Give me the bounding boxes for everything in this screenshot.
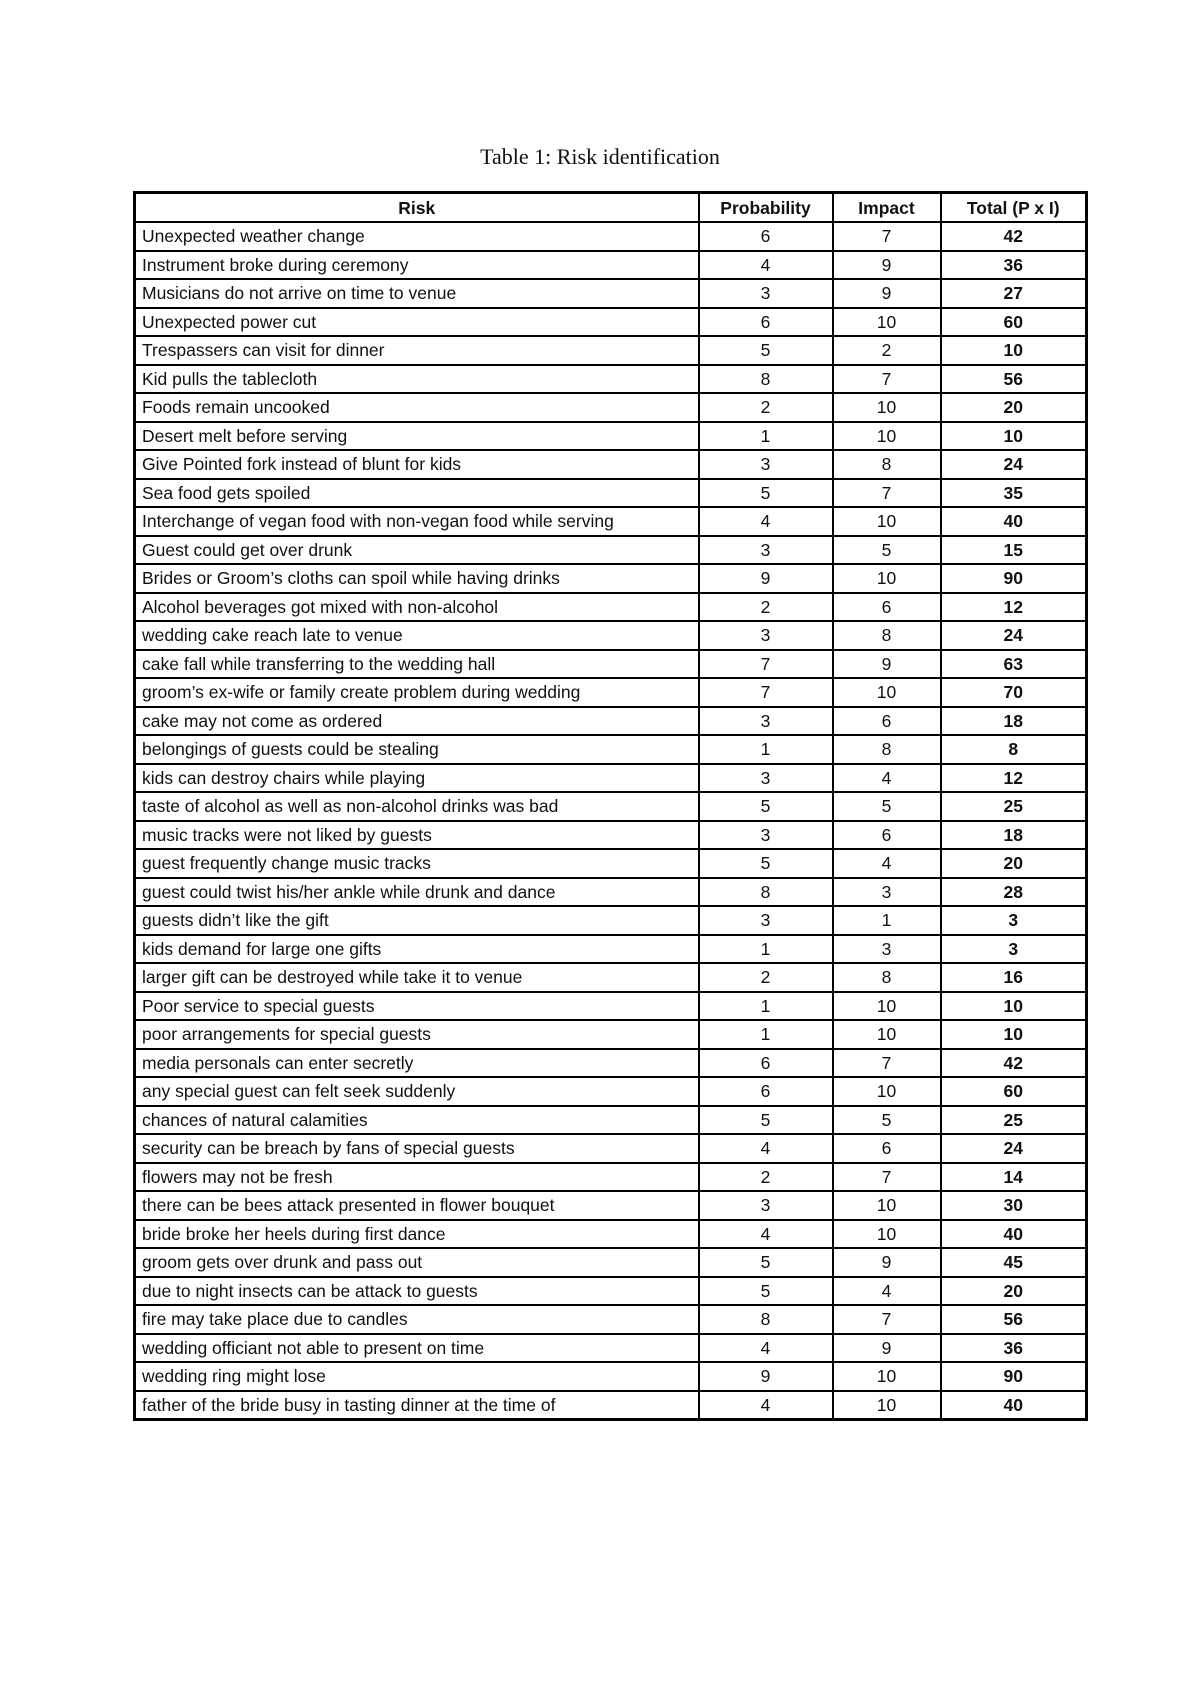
probability-cell: 8 — [699, 365, 833, 394]
header-row — [135, 193, 1087, 223]
probability-cell: 3 — [699, 1191, 833, 1220]
total-cell: 12 — [941, 764, 1087, 793]
total-cell: 24 — [941, 621, 1087, 650]
total-cell: 16 — [941, 963, 1087, 992]
probability-cell: 5 — [699, 1248, 833, 1277]
total-cell: 27 — [941, 279, 1087, 308]
total-cell: 20 — [941, 1277, 1087, 1306]
table-row — [135, 1049, 1087, 1078]
table-row — [135, 1020, 1087, 1049]
table-row — [135, 707, 1087, 736]
total-cell: 3 — [941, 906, 1087, 935]
total-cell: 24 — [941, 1134, 1087, 1163]
probability-cell: 4 — [699, 1220, 833, 1249]
impact-cell: 6 — [833, 1134, 941, 1163]
impact-cell: 7 — [833, 1305, 941, 1334]
impact-cell: 5 — [833, 792, 941, 821]
table-row — [135, 336, 1087, 365]
risk-cell: any special guest can felt seek suddenly — [135, 1077, 699, 1106]
table-row — [135, 1391, 1087, 1420]
risk-table — [133, 191, 1088, 1421]
total-cell: 10 — [941, 1020, 1087, 1049]
impact-cell: 10 — [833, 507, 941, 536]
risk-cell: music tracks were not liked by guests — [135, 821, 699, 850]
probability-cell: 6 — [699, 1077, 833, 1106]
table-row — [135, 450, 1087, 479]
risk-cell: cake may not come as ordered — [135, 707, 699, 736]
table-row — [135, 1334, 1087, 1363]
total-cell: 25 — [941, 792, 1087, 821]
probability-cell: 3 — [699, 906, 833, 935]
table-row — [135, 821, 1087, 850]
total-cell: 8 — [941, 735, 1087, 764]
impact-cell: 10 — [833, 1020, 941, 1049]
probability-cell: 2 — [699, 963, 833, 992]
impact-cell: 4 — [833, 764, 941, 793]
table-row — [135, 564, 1087, 593]
risk-cell: poor arrangements for special guests — [135, 1020, 699, 1049]
impact-cell: 5 — [833, 1106, 941, 1135]
impact-cell: 3 — [833, 878, 941, 907]
impact-cell: 10 — [833, 1077, 941, 1106]
risk-cell: kids demand for large one gifts — [135, 935, 699, 964]
probability-cell: 5 — [699, 1106, 833, 1135]
total-cell: 40 — [941, 1220, 1087, 1249]
probability-cell: 4 — [699, 1134, 833, 1163]
table-row — [135, 1248, 1087, 1277]
table-row — [135, 1106, 1087, 1135]
table-row — [135, 935, 1087, 964]
table-row — [135, 878, 1087, 907]
probability-cell: 9 — [699, 564, 833, 593]
table-row — [135, 906, 1087, 935]
risk-cell: guests didn’t like the gift — [135, 906, 699, 935]
total-cell: 70 — [941, 678, 1087, 707]
impact-cell: 10 — [833, 1191, 941, 1220]
probability-cell: 3 — [699, 707, 833, 736]
impact-cell: 7 — [833, 365, 941, 394]
table-row — [135, 308, 1087, 337]
header-risk: Risk — [135, 193, 699, 223]
probability-cell: 4 — [699, 1334, 833, 1363]
risk-cell: Sea food gets spoiled — [135, 479, 699, 508]
total-cell: 90 — [941, 564, 1087, 593]
total-cell: 63 — [941, 650, 1087, 679]
total-cell: 36 — [941, 251, 1087, 280]
table-row — [135, 1305, 1087, 1334]
risk-cell: Foods remain uncooked — [135, 393, 699, 422]
impact-cell: 10 — [833, 1391, 941, 1420]
risk-cell: larger gift can be destroyed while take it to venue — [135, 963, 699, 992]
probability-cell: 5 — [699, 1277, 833, 1306]
probability-cell: 2 — [699, 593, 833, 622]
total-cell: 25 — [941, 1106, 1087, 1135]
total-cell: 35 — [941, 479, 1087, 508]
impact-cell: 9 — [833, 279, 941, 308]
probability-cell: 8 — [699, 878, 833, 907]
probability-cell: 4 — [699, 251, 833, 280]
risk-cell: Musicians do not arrive on time to venue — [135, 279, 699, 308]
total-cell: 40 — [941, 1391, 1087, 1420]
table-row — [135, 479, 1087, 508]
probability-cell: 3 — [699, 450, 833, 479]
total-cell: 28 — [941, 878, 1087, 907]
risk-cell: Trespassers can visit for dinner — [135, 336, 699, 365]
probability-cell: 8 — [699, 1305, 833, 1334]
total-cell: 20 — [941, 849, 1087, 878]
total-cell: 56 — [941, 365, 1087, 394]
total-cell: 10 — [941, 992, 1087, 1021]
probability-cell: 7 — [699, 650, 833, 679]
table-row — [135, 593, 1087, 622]
impact-cell: 10 — [833, 1220, 941, 1249]
table-row — [135, 1362, 1087, 1391]
total-cell: 18 — [941, 821, 1087, 850]
impact-cell: 9 — [833, 251, 941, 280]
impact-cell: 8 — [833, 621, 941, 650]
table-row — [135, 792, 1087, 821]
risk-cell: due to night insects can be attack to guests — [135, 1277, 699, 1306]
risk-cell: wedding cake reach late to venue — [135, 621, 699, 650]
probability-cell: 3 — [699, 821, 833, 850]
probability-cell: 3 — [699, 621, 833, 650]
total-cell: 36 — [941, 1334, 1087, 1363]
probability-cell: 6 — [699, 308, 833, 337]
impact-cell: 7 — [833, 1163, 941, 1192]
impact-cell: 4 — [833, 849, 941, 878]
impact-cell: 6 — [833, 821, 941, 850]
table-header — [135, 193, 1087, 223]
total-cell: 45 — [941, 1248, 1087, 1277]
table-row — [135, 992, 1087, 1021]
total-cell: 10 — [941, 422, 1087, 451]
table-row — [135, 422, 1087, 451]
risk-cell: fire may take place due to candles — [135, 1305, 699, 1334]
impact-cell: 10 — [833, 992, 941, 1021]
header-total: Total (P x I) — [941, 193, 1087, 223]
risk-cell: guest could twist his/her ankle while drunk and dance — [135, 878, 699, 907]
total-cell: 18 — [941, 707, 1087, 736]
table-row — [135, 393, 1087, 422]
total-cell: 56 — [941, 1305, 1087, 1334]
table-row — [135, 849, 1087, 878]
risk-cell: Unexpected weather change — [135, 222, 699, 251]
risk-cell: flowers may not be fresh — [135, 1163, 699, 1192]
risk-cell: Interchange of vegan food with non-vegan food while serving — [135, 507, 699, 536]
probability-cell: 4 — [699, 1391, 833, 1420]
risk-cell: Desert melt before serving — [135, 422, 699, 451]
table-row — [135, 279, 1087, 308]
table-row — [135, 764, 1087, 793]
table-row — [135, 222, 1087, 251]
total-cell: 40 — [941, 507, 1087, 536]
risk-cell: media personals can enter secretly — [135, 1049, 699, 1078]
total-cell: 24 — [941, 450, 1087, 479]
total-cell: 42 — [941, 1049, 1087, 1078]
impact-cell: 10 — [833, 678, 941, 707]
risk-cell: Kid pulls the tablecloth — [135, 365, 699, 394]
table-row — [135, 1220, 1087, 1249]
probability-cell: 2 — [699, 393, 833, 422]
impact-cell: 10 — [833, 308, 941, 337]
total-cell: 3 — [941, 935, 1087, 964]
risk-cell: groom’s ex-wife or family create problem during wedding — [135, 678, 699, 707]
header-impact: Impact — [833, 193, 941, 223]
impact-cell: 5 — [833, 536, 941, 565]
risk-cell: Give Pointed fork instead of blunt for kids — [135, 450, 699, 479]
table-row — [135, 735, 1087, 764]
risk-cell: Unexpected power cut — [135, 308, 699, 337]
impact-cell: 10 — [833, 393, 941, 422]
impact-cell: 6 — [833, 707, 941, 736]
total-cell: 20 — [941, 393, 1087, 422]
impact-cell: 10 — [833, 422, 941, 451]
impact-cell: 10 — [833, 1362, 941, 1391]
total-cell: 60 — [941, 308, 1087, 337]
total-cell: 42 — [941, 222, 1087, 251]
impact-cell: 9 — [833, 650, 941, 679]
risk-cell: kids can destroy chairs while playing — [135, 764, 699, 793]
risk-cell: taste of alcohol as well as non-alcohol drinks was bad — [135, 792, 699, 821]
risk-cell: chances of natural calamities — [135, 1106, 699, 1135]
header-probability: Probability — [699, 193, 833, 223]
probability-cell: 6 — [699, 1049, 833, 1078]
risk-cell: Brides or Groom’s cloths can spoil while having drinks — [135, 564, 699, 593]
impact-cell: 6 — [833, 593, 941, 622]
probability-cell: 5 — [699, 336, 833, 365]
table-caption: Table 1: Risk identification — [480, 144, 720, 169]
risk-cell: Alcohol beverages got mixed with non-alcohol — [135, 593, 699, 622]
impact-cell: 9 — [833, 1334, 941, 1363]
table-row — [135, 536, 1087, 565]
table-row — [135, 621, 1087, 650]
table-row — [135, 650, 1087, 679]
risk-cell: groom gets over drunk and pass out — [135, 1248, 699, 1277]
total-cell: 90 — [941, 1362, 1087, 1391]
impact-cell: 2 — [833, 336, 941, 365]
risk-cell: security can be breach by fans of special guests — [135, 1134, 699, 1163]
risk-cell: wedding officiant not able to present on time — [135, 1334, 699, 1363]
table-row — [135, 678, 1087, 707]
impact-cell: 9 — [833, 1248, 941, 1277]
impact-cell: 8 — [833, 450, 941, 479]
impact-cell: 1 — [833, 906, 941, 935]
impact-cell: 10 — [833, 564, 941, 593]
probability-cell: 1 — [699, 935, 833, 964]
risk-cell: Guest could get over drunk — [135, 536, 699, 565]
risk-cell: father of the bride busy in tasting dinner at the time of — [135, 1391, 699, 1420]
risk-cell: there can be bees attack presented in flower bouquet — [135, 1191, 699, 1220]
probability-cell: 4 — [699, 507, 833, 536]
probability-cell: 1 — [699, 422, 833, 451]
table-row — [135, 1134, 1087, 1163]
probability-cell: 6 — [699, 222, 833, 251]
probability-cell: 5 — [699, 792, 833, 821]
total-cell: 14 — [941, 1163, 1087, 1192]
probability-cell: 7 — [699, 678, 833, 707]
impact-cell: 8 — [833, 735, 941, 764]
total-cell: 60 — [941, 1077, 1087, 1106]
probability-cell: 2 — [699, 1163, 833, 1192]
risk-cell: guest frequently change music tracks — [135, 849, 699, 878]
risk-cell: cake fall while transferring to the wedding hall — [135, 650, 699, 679]
total-cell: 30 — [941, 1191, 1087, 1220]
impact-cell: 8 — [833, 963, 941, 992]
probability-cell: 5 — [699, 479, 833, 508]
table-row — [135, 251, 1087, 280]
table-row — [135, 963, 1087, 992]
risk-cell: Instrument broke during ceremony — [135, 251, 699, 280]
impact-cell: 3 — [833, 935, 941, 964]
probability-cell: 5 — [699, 849, 833, 878]
total-cell: 10 — [941, 336, 1087, 365]
total-cell: 15 — [941, 536, 1087, 565]
probability-cell: 3 — [699, 764, 833, 793]
table-row — [135, 1077, 1087, 1106]
risk-cell: bride broke her heels during first dance — [135, 1220, 699, 1249]
probability-cell: 3 — [699, 279, 833, 308]
impact-cell: 7 — [833, 1049, 941, 1078]
probability-cell: 9 — [699, 1362, 833, 1391]
table-row — [135, 1163, 1087, 1192]
table-row — [135, 507, 1087, 536]
probability-cell: 3 — [699, 536, 833, 565]
impact-cell: 4 — [833, 1277, 941, 1306]
probability-cell: 1 — [699, 735, 833, 764]
risk-cell: wedding ring might lose — [135, 1362, 699, 1391]
table-row — [135, 365, 1087, 394]
table-row — [135, 1277, 1087, 1306]
impact-cell: 7 — [833, 479, 941, 508]
probability-cell: 1 — [699, 992, 833, 1021]
risk-cell: belongings of guests could be stealing — [135, 735, 699, 764]
impact-cell: 7 — [833, 222, 941, 251]
risk-cell: Poor service to special guests — [135, 992, 699, 1021]
total-cell: 12 — [941, 593, 1087, 622]
probability-cell: 1 — [699, 1020, 833, 1049]
table-row — [135, 1191, 1087, 1220]
table-body — [135, 222, 1087, 1420]
